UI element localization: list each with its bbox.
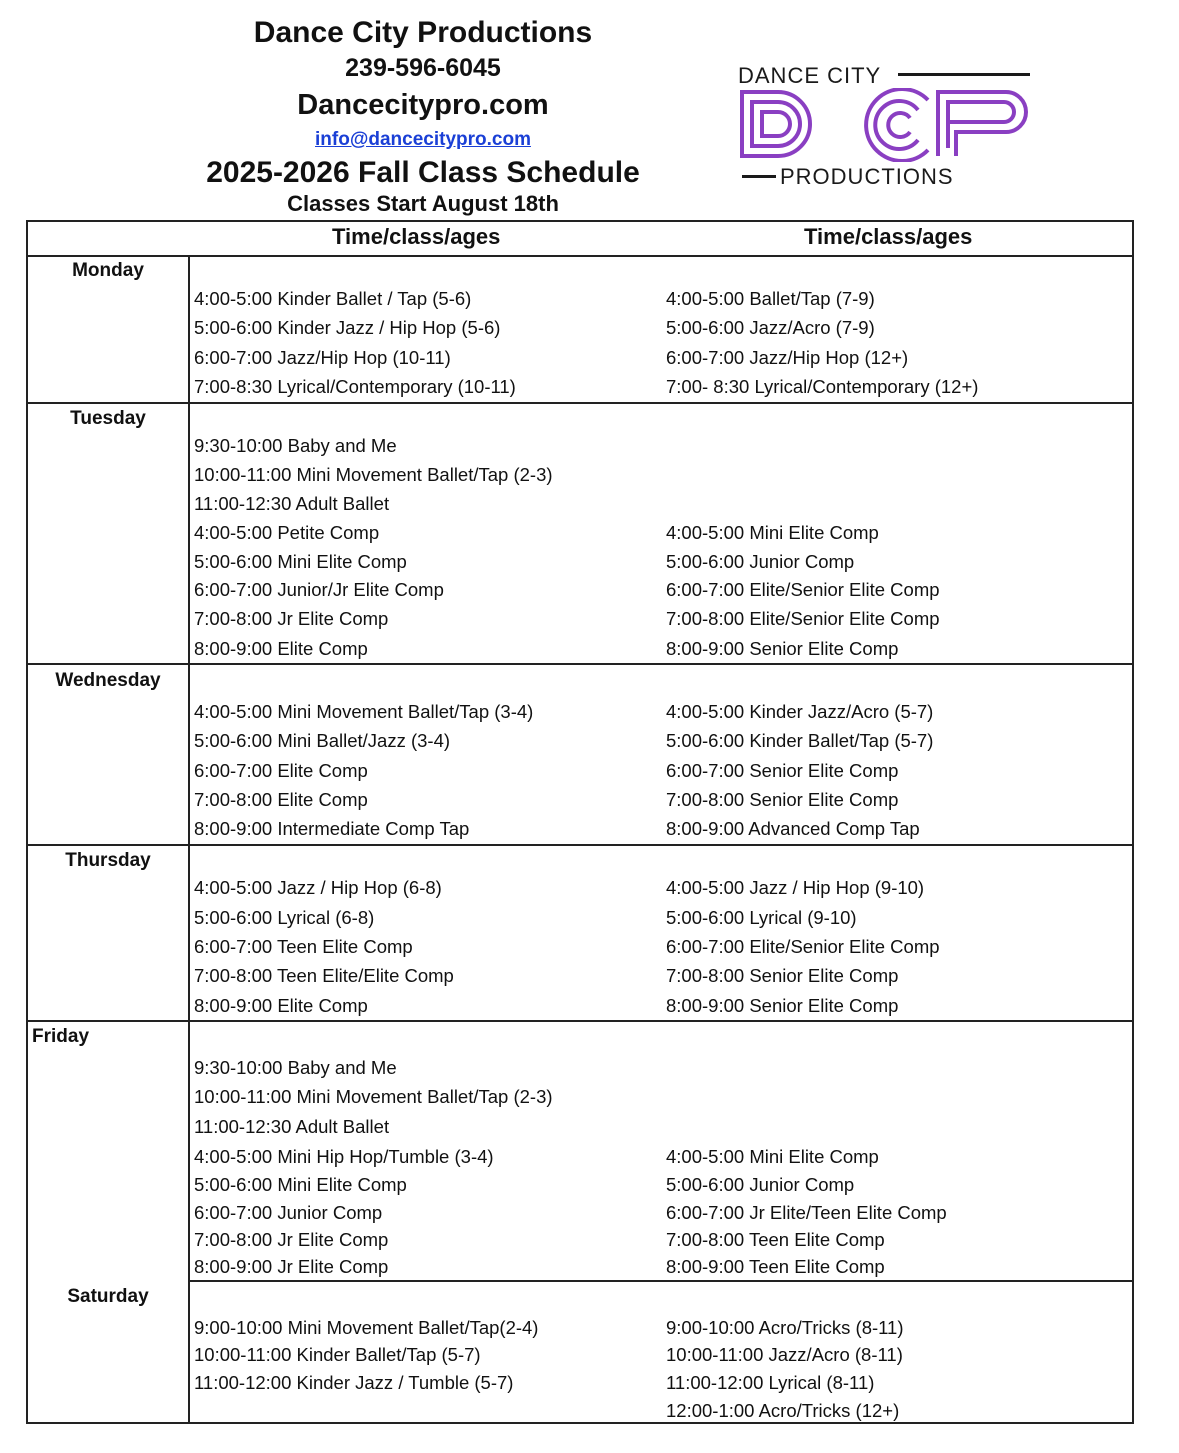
class-entry: 5:00-6:00 Lyrical (6-8) [194, 907, 375, 928]
schedule-table [26, 220, 1134, 1424]
class-entry: 9:30-10:00 Baby and Me [194, 1057, 397, 1078]
logo-rule-bottom [742, 175, 776, 178]
class-entry: 4:00-5:00 Petite Comp [194, 522, 380, 543]
row-divider [28, 663, 1132, 665]
class-entry: 5:00-6:00 Junior Comp [666, 551, 855, 572]
class-entry: 11:00-12:30 Adult Ballet [194, 493, 390, 514]
row-divider [188, 1280, 1132, 1282]
schedule-title: 2025-2026 Fall Class Schedule [206, 156, 640, 189]
class-entry: 6:00-7:00 Elite Comp [194, 760, 368, 781]
class-entry: 7:00-8:00 Jr Elite Comp [194, 1229, 389, 1250]
class-entry: 8:00-9:00 Elite Comp [194, 995, 368, 1016]
class-entry: 5:00-6:00 Kinder Jazz / Hip Hop (5-6) [194, 317, 501, 338]
class-entry: 7:00- 8:30 Lyrical/Contemporary (12+) [666, 376, 979, 397]
class-entry: 7:00-8:00 Teen Elite Comp [666, 1229, 885, 1250]
day-label-saturday: Saturday [67, 1286, 149, 1307]
class-entry: 4:00-5:00 Mini Elite Comp [666, 1146, 879, 1167]
logo-rule-top [898, 73, 1030, 76]
class-entry: 7:00-8:00 Senior Elite Comp [666, 789, 899, 810]
class-entry: 11:00-12:00 Kinder Jazz / Tumble (5-7) [194, 1372, 514, 1393]
class-entry: 8:00-9:00 Elite Comp [194, 638, 368, 659]
class-entry: 5:00-6:00 Lyrical (9-10) [666, 907, 857, 928]
day-column-divider [188, 256, 190, 1422]
class-entry: 4:00-5:00 Ballet/Tap (7-9) [666, 288, 875, 309]
column-header-right: Time/class/ages [804, 224, 973, 249]
logo-top-text: DANCE CITY [738, 63, 882, 88]
day-label-monday: Monday [72, 260, 144, 281]
class-entry: 8:00-9:00 Jr Elite Comp [194, 1256, 389, 1277]
class-entry: 7:00-8:00 Elite/Senior Elite Comp [666, 608, 940, 629]
day-label-friday: Friday [32, 1026, 90, 1047]
class-entry: 8:00-9:00 Advanced Comp Tap [666, 818, 920, 839]
class-entry: 5:00-6:00 Mini Elite Comp [194, 1174, 407, 1195]
class-entry: 6:00-7:00 Teen Elite Comp [194, 936, 413, 957]
class-entry: 4:00-5:00 Mini Hip Hop/Tumble (3-4) [194, 1146, 494, 1167]
class-entry: 5:00-6:00 Junior Comp [666, 1174, 855, 1195]
class-entry: 10:00-11:00 Mini Movement Ballet/Tap (2-3) [194, 1086, 553, 1107]
class-entry: 4:00-5:00 Mini Elite Comp [666, 522, 879, 543]
class-entry: 6:00-7:00 Elite/Senior Elite Comp [666, 936, 940, 957]
dcp-logo [738, 60, 1038, 190]
website: Dancecitypro.com [297, 89, 549, 121]
email-link[interactable]: info@dancecitypro.com [315, 129, 531, 150]
day-label-thursday: Thursday [65, 850, 151, 871]
class-entry: 6:00-7:00 Jazz/Hip Hop (12+) [666, 347, 909, 368]
column-header-left: Time/class/ages [332, 224, 501, 249]
class-entry: 6:00-7:00 Elite/Senior Elite Comp [666, 579, 940, 600]
class-entry: 7:00-8:00 Jr Elite Comp [194, 608, 389, 629]
class-entry: 8:00-9:00 Teen Elite Comp [666, 1256, 885, 1277]
class-entry: 4:00-5:00 Kinder Ballet / Tap (5-6) [194, 288, 472, 309]
class-entry: 7:00-8:30 Lyrical/Contemporary (10-11) [194, 376, 516, 397]
class-entry: 4:00-5:00 Jazz / Hip Hop (6-8) [194, 877, 442, 898]
class-entry: 7:00-8:00 Teen Elite/Elite Comp [194, 965, 454, 986]
class-entry: 5:00-6:00 Mini Ballet/Jazz (3-4) [194, 730, 451, 751]
row-divider [28, 844, 1132, 846]
class-entry: 6:00-7:00 Jazz/Hip Hop (10-11) [194, 347, 451, 368]
class-entry: 5:00-6:00 Jazz/Acro (7-9) [666, 317, 875, 338]
company-name: Dance City Productions [253, 16, 593, 49]
class-entry: 9:00-10:00 Acro/Tricks (8-11) [666, 1317, 904, 1338]
phone-number: 239-596-6045 [345, 54, 501, 82]
class-entry: 4:00-5:00 Kinder Jazz/Acro (5-7) [666, 701, 934, 722]
row-divider [28, 402, 1132, 404]
logo-bottom-text: PRODUCTIONS [780, 164, 954, 189]
row-divider [28, 1020, 1132, 1022]
class-entry: 9:30-10:00 Baby and Me [194, 435, 397, 456]
class-entry: 6:00-7:00 Senior Elite Comp [666, 760, 899, 781]
class-entry: 4:00-5:00 Jazz / Hip Hop (9-10) [666, 877, 925, 898]
class-entry: 10:00-11:00 Kinder Ballet/Tap (5-7) [194, 1344, 481, 1365]
class-entry: 4:00-5:00 Mini Movement Ballet/Tap (3-4) [194, 701, 534, 722]
class-entry: 7:00-8:00 Senior Elite Comp [666, 965, 899, 986]
class-entry: 11:00-12:30 Adult Ballet [194, 1116, 390, 1137]
day-label-wednesday: Wednesday [55, 670, 161, 691]
class-entry: 5:00-6:00 Kinder Ballet/Tap (5-7) [666, 730, 934, 751]
class-entry: 6:00-7:00 Jr Elite/Teen Elite Comp [666, 1202, 947, 1223]
class-entry: 10:00-11:00 Mini Movement Ballet/Tap (2-3) [194, 464, 553, 485]
class-entry: 10:00-11:00 Jazz/Acro (8-11) [666, 1344, 903, 1365]
logo-letters [738, 88, 1038, 162]
class-entry: 5:00-6:00 Mini Elite Comp [194, 551, 407, 572]
day-label-tuesday: Tuesday [70, 408, 146, 429]
class-entry: 11:00-12:00 Lyrical (8-11) [666, 1372, 875, 1393]
class-entry: 8:00-9:00 Senior Elite Comp [666, 995, 899, 1016]
class-entry: 8:00-9:00 Intermediate Comp Tap [194, 818, 470, 839]
class-entry: 8:00-9:00 Senior Elite Comp [666, 638, 899, 659]
class-entry: 9:00-10:00 Mini Movement Ballet/Tap(2-4) [194, 1317, 539, 1338]
class-entry: 12:00-1:00 Acro/Tricks (12+) [666, 1400, 900, 1421]
start-date: Classes Start August 18th [287, 191, 559, 216]
row-divider [28, 255, 1132, 257]
class-entry: 6:00-7:00 Junior Comp [194, 1202, 383, 1223]
class-entry: 7:00-8:00 Elite Comp [194, 789, 368, 810]
class-entry: 6:00-7:00 Junior/Jr Elite Comp [194, 579, 444, 600]
